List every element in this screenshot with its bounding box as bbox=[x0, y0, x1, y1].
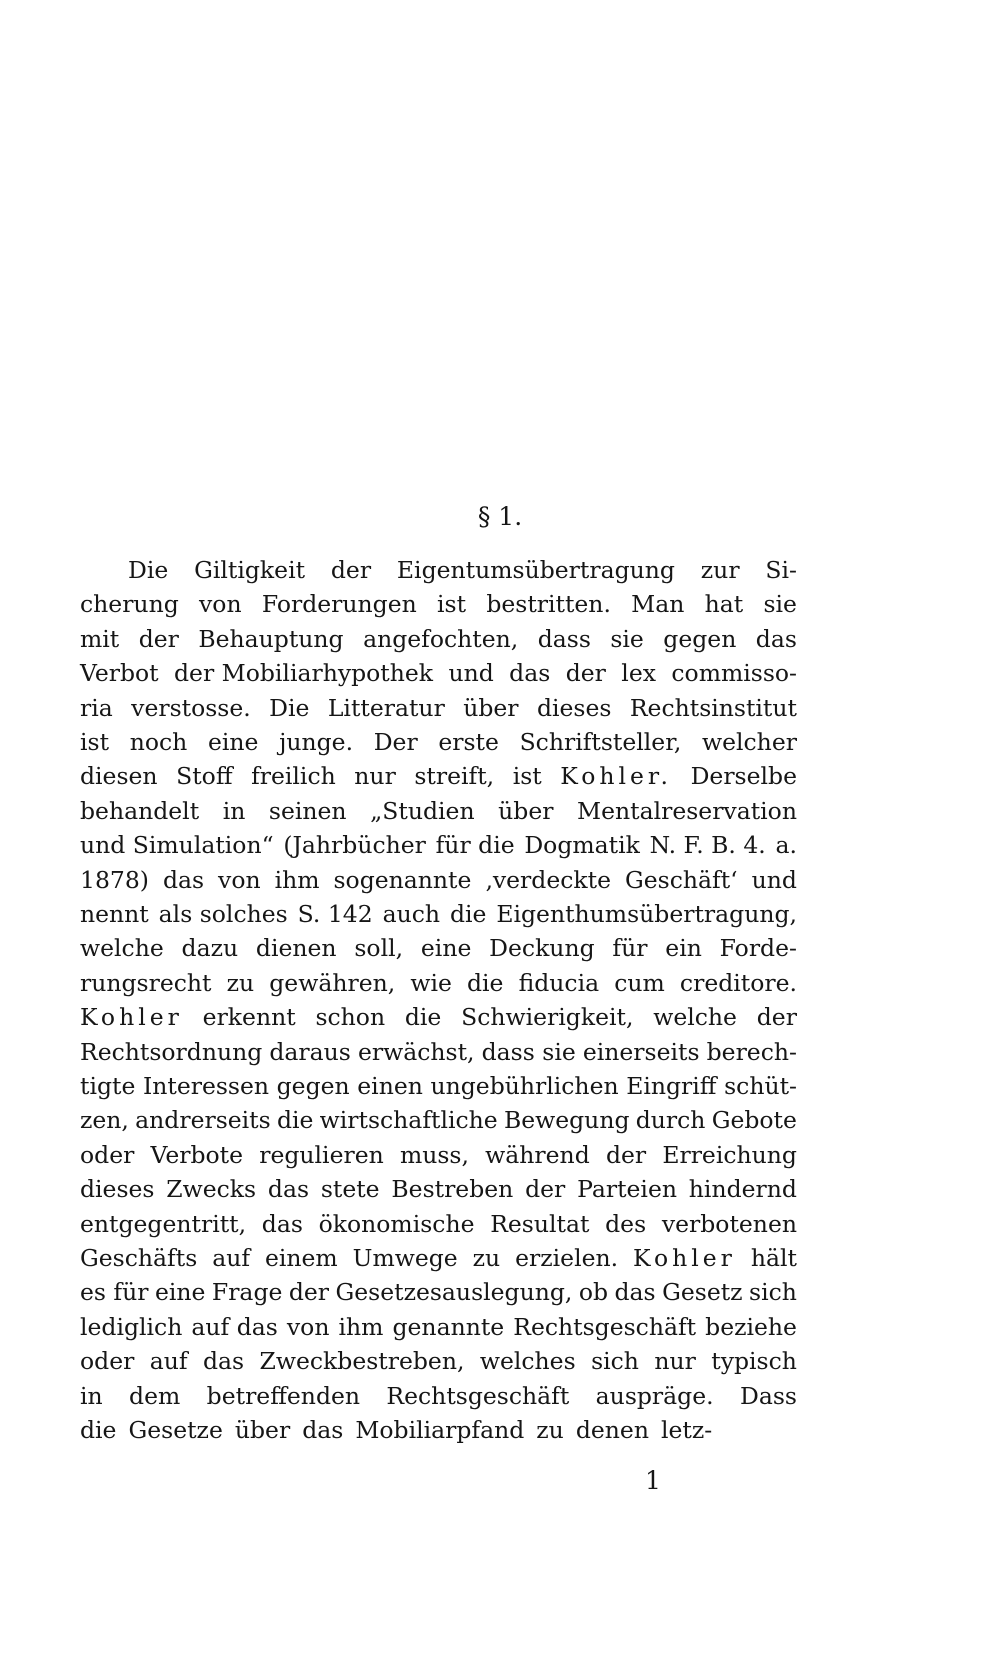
word: bestritten. bbox=[486, 590, 611, 619]
word: eine bbox=[154, 1278, 206, 1307]
word: Rechtsgeschäft bbox=[386, 1381, 570, 1410]
word: als solches bbox=[158, 900, 288, 928]
word: soll, bbox=[354, 934, 404, 963]
word: das bbox=[302, 1416, 344, 1444]
word: von bbox=[218, 865, 261, 894]
word: durch bbox=[635, 1106, 706, 1135]
word: Die bbox=[128, 556, 169, 584]
word: freilich bbox=[251, 762, 336, 791]
text-line bbox=[80, 863, 797, 897]
word: die bbox=[80, 1416, 117, 1444]
text-line bbox=[80, 1000, 797, 1034]
word: junge. bbox=[279, 728, 354, 756]
word: das bbox=[509, 659, 551, 688]
word: welche bbox=[80, 934, 164, 963]
word: ria bbox=[80, 693, 113, 722]
word: das bbox=[614, 1278, 656, 1307]
word: auch bbox=[382, 900, 441, 928]
word: welche bbox=[653, 1003, 737, 1032]
word: Derselbe bbox=[690, 762, 797, 791]
word: für die bbox=[435, 831, 515, 860]
text-line bbox=[80, 1103, 797, 1137]
word: das bbox=[261, 1209, 303, 1238]
text-line bbox=[80, 587, 797, 621]
word: das bbox=[267, 1175, 310, 1204]
word: „Studien bbox=[370, 796, 475, 825]
word: commisso- bbox=[671, 659, 797, 688]
text-line bbox=[80, 1344, 797, 1378]
word: cum bbox=[614, 968, 665, 997]
word: eine bbox=[207, 728, 259, 756]
word: daraus bbox=[269, 1037, 351, 1066]
word: erste bbox=[438, 728, 499, 756]
word: Mentalreservation bbox=[577, 796, 797, 825]
word: S. 142 bbox=[297, 900, 373, 928]
word: Litteratur bbox=[327, 693, 445, 722]
word: dieses bbox=[536, 693, 612, 722]
word: Si- bbox=[765, 556, 797, 584]
word: typisch bbox=[711, 1347, 797, 1376]
page-number: 1 bbox=[645, 1466, 661, 1495]
text-line bbox=[80, 897, 797, 931]
word: Geschäfts bbox=[80, 1244, 198, 1272]
word: auf bbox=[212, 1244, 251, 1272]
word: die bbox=[276, 1106, 314, 1135]
text-line bbox=[80, 1207, 797, 1241]
word: auf das bbox=[191, 1312, 278, 1341]
word: hält bbox=[750, 1244, 797, 1272]
word: Gesetzesauslegung, bbox=[335, 1278, 573, 1307]
word: sich bbox=[591, 1347, 639, 1376]
word: zu bbox=[226, 968, 255, 997]
word: zen, bbox=[80, 1106, 129, 1135]
word: auf bbox=[149, 1347, 188, 1376]
word: Der bbox=[373, 728, 418, 756]
word: es für bbox=[80, 1278, 149, 1307]
text-line bbox=[80, 794, 797, 828]
word: die bbox=[404, 1003, 442, 1032]
word: Zwecks bbox=[166, 1175, 257, 1204]
word: wie bbox=[410, 968, 452, 997]
word: andrerseits bbox=[135, 1106, 271, 1135]
word: Erreichung bbox=[662, 1140, 797, 1169]
text-line bbox=[80, 1310, 797, 1344]
word: oder bbox=[80, 1140, 135, 1169]
word: ist bbox=[437, 590, 467, 619]
word: nur bbox=[354, 762, 396, 791]
word: muss, bbox=[399, 1140, 469, 1169]
word: über bbox=[234, 1416, 291, 1444]
word: regulieren bbox=[259, 1140, 384, 1169]
word: eine bbox=[420, 934, 472, 963]
word: zu bbox=[472, 1244, 501, 1272]
word: über bbox=[463, 693, 519, 722]
word: lediglich bbox=[80, 1312, 183, 1341]
word: sie bbox=[610, 624, 644, 653]
word: in bbox=[222, 796, 246, 825]
text-line bbox=[80, 1035, 797, 1069]
word: dienen bbox=[255, 934, 337, 963]
text-line bbox=[80, 1241, 797, 1275]
word: Kohler. bbox=[560, 762, 673, 791]
word: gewähren, bbox=[269, 968, 396, 997]
word: Dogmatik bbox=[524, 831, 640, 860]
word: 1878) bbox=[80, 865, 149, 894]
word: Verbote bbox=[150, 1140, 244, 1169]
text-line bbox=[80, 725, 797, 759]
word: Dass bbox=[739, 1381, 797, 1410]
word: welches bbox=[479, 1347, 576, 1376]
word: Behauptung bbox=[198, 624, 344, 653]
word: der bbox=[138, 624, 179, 653]
word: der bbox=[565, 659, 606, 688]
word: einerseits bbox=[582, 1037, 700, 1066]
word: Resultat bbox=[490, 1209, 590, 1238]
word: Rechtsinstitut bbox=[629, 693, 797, 722]
text-line bbox=[80, 1413, 797, 1447]
word: berech- bbox=[706, 1037, 797, 1066]
word: der bbox=[330, 556, 372, 584]
word: in bbox=[80, 1381, 103, 1410]
text-line bbox=[128, 553, 797, 587]
word: Verbot bbox=[80, 659, 159, 688]
word: über bbox=[498, 796, 554, 825]
word: ein bbox=[665, 934, 702, 963]
word: Umwege bbox=[352, 1244, 458, 1272]
text-line bbox=[80, 656, 797, 690]
word: denen bbox=[575, 1416, 649, 1444]
word: Stoff bbox=[176, 762, 233, 791]
word: seinen bbox=[268, 796, 347, 825]
text-line bbox=[80, 931, 797, 965]
word: dass sie bbox=[481, 1037, 576, 1066]
word: zur bbox=[700, 556, 740, 584]
word: Eigenthumsübertragung, bbox=[496, 900, 797, 928]
word: noch bbox=[129, 728, 188, 756]
word: Frage bbox=[211, 1278, 283, 1307]
text-line bbox=[80, 1172, 797, 1206]
text-line bbox=[80, 1069, 797, 1103]
word: auspräge. bbox=[595, 1381, 714, 1410]
word: Parteien bbox=[577, 1175, 677, 1204]
word: verbotenen bbox=[661, 1209, 797, 1238]
word: ungebührlichen bbox=[430, 1072, 619, 1100]
word: genannte bbox=[392, 1312, 505, 1341]
word: ihm bbox=[274, 865, 320, 894]
word: erzielen. bbox=[515, 1244, 619, 1272]
word: zu bbox=[536, 1416, 564, 1444]
word: gegen bbox=[276, 1072, 350, 1100]
word: das bbox=[203, 1347, 245, 1376]
word: Giltigkeit bbox=[194, 556, 306, 584]
word: für bbox=[612, 934, 648, 963]
word: (Jahrbücher bbox=[283, 831, 426, 860]
word: Gesetze bbox=[128, 1416, 223, 1444]
word: von bbox=[286, 1312, 330, 1341]
word: und bbox=[751, 865, 797, 894]
word: sogenannte bbox=[333, 865, 472, 894]
word: diesen bbox=[80, 762, 158, 791]
word: schon bbox=[315, 1003, 386, 1032]
word: nennt bbox=[80, 900, 149, 928]
word: entgegentritt, bbox=[80, 1209, 247, 1238]
word: der bbox=[605, 1140, 647, 1169]
word: des bbox=[605, 1209, 647, 1238]
section-heading: § 1. bbox=[477, 502, 523, 531]
word: sich bbox=[749, 1278, 797, 1307]
word: erkennt bbox=[202, 1003, 296, 1032]
word: der bbox=[756, 1003, 797, 1032]
word: ihm bbox=[338, 1312, 384, 1341]
word: beziehe bbox=[705, 1312, 797, 1341]
word: das bbox=[755, 624, 797, 653]
word: Gebote bbox=[711, 1106, 797, 1135]
word: gegen bbox=[663, 624, 737, 653]
word: tigte bbox=[80, 1072, 136, 1100]
text-line bbox=[80, 966, 797, 1000]
text-line bbox=[80, 1379, 797, 1413]
word: Schriftsteller, bbox=[519, 728, 682, 756]
word: ökonomische bbox=[318, 1209, 475, 1238]
word: fiducia bbox=[518, 968, 600, 997]
word: die bbox=[466, 968, 504, 997]
word: Die bbox=[269, 693, 310, 722]
word: ist bbox=[512, 762, 542, 791]
word: schüt- bbox=[724, 1072, 797, 1100]
word: Zweckbestreben, bbox=[259, 1347, 465, 1376]
word: creditore. bbox=[679, 968, 797, 997]
word: hindernd bbox=[688, 1175, 797, 1204]
word: wirtschaftliche bbox=[319, 1106, 498, 1135]
word: Bestreben bbox=[391, 1175, 514, 1204]
word: Eigentumsübertragung bbox=[396, 556, 675, 584]
word: dazu bbox=[181, 934, 239, 963]
word: angefochten, bbox=[363, 624, 519, 653]
word: Mobiliarpfand bbox=[355, 1416, 525, 1444]
word: verstosse. bbox=[131, 693, 251, 722]
word: welcher bbox=[701, 728, 797, 756]
word: Deckung bbox=[489, 934, 595, 963]
word: nur bbox=[654, 1347, 696, 1376]
word: während bbox=[485, 1140, 590, 1169]
word: mit bbox=[80, 624, 120, 653]
word: cherung bbox=[80, 590, 179, 619]
text-line bbox=[80, 1275, 797, 1309]
word: ist bbox=[80, 728, 110, 756]
word: erwächst, bbox=[357, 1037, 475, 1066]
word: Gesetz bbox=[662, 1278, 743, 1307]
word: der Mobiliarhypothek bbox=[174, 659, 434, 688]
word: dem bbox=[129, 1381, 181, 1410]
word: der bbox=[525, 1175, 566, 1204]
word: und Simulation“ bbox=[80, 831, 274, 860]
word: oder bbox=[80, 1347, 135, 1376]
word: ‚verdeckte bbox=[485, 865, 611, 894]
word: sie bbox=[763, 590, 797, 619]
word: Kohler bbox=[80, 1003, 183, 1032]
word: Geschäft‘ bbox=[624, 865, 738, 894]
word: Schwierigkeit, bbox=[461, 1003, 634, 1032]
word: a. bbox=[775, 831, 797, 860]
word: einem bbox=[264, 1244, 338, 1272]
word: betreffenden bbox=[206, 1381, 361, 1410]
word: stete bbox=[320, 1175, 380, 1204]
word: der bbox=[288, 1278, 330, 1307]
word: Man bbox=[631, 590, 685, 619]
text-line bbox=[80, 1138, 797, 1172]
word: das bbox=[162, 865, 205, 894]
text-line bbox=[80, 691, 797, 725]
word: ob bbox=[578, 1278, 609, 1307]
word: Interessen bbox=[142, 1072, 270, 1100]
word: dieses bbox=[80, 1175, 155, 1204]
word: Bewegung bbox=[503, 1106, 630, 1135]
word: einen bbox=[357, 1072, 423, 1100]
text-line bbox=[80, 622, 797, 656]
word: Eingriff bbox=[626, 1072, 717, 1100]
word: N. F. B. 4. bbox=[649, 831, 766, 860]
word: und bbox=[448, 659, 494, 688]
word: Forderungen bbox=[261, 590, 417, 619]
text-line bbox=[80, 828, 797, 862]
word: dass bbox=[537, 624, 591, 653]
word: letz- bbox=[660, 1416, 713, 1444]
word: Forde- bbox=[719, 934, 797, 963]
word: die bbox=[449, 900, 487, 928]
word: Rechtsordnung bbox=[80, 1037, 263, 1066]
word: streift, bbox=[414, 762, 495, 791]
text-line bbox=[80, 759, 797, 793]
word: lex bbox=[621, 659, 656, 688]
word: hat bbox=[704, 590, 744, 619]
word: rungsrecht bbox=[80, 968, 212, 997]
word: behandelt bbox=[80, 796, 200, 825]
word: Kohler bbox=[633, 1244, 736, 1272]
word: von bbox=[199, 590, 242, 619]
word: Rechtsgeschäft bbox=[513, 1312, 697, 1341]
